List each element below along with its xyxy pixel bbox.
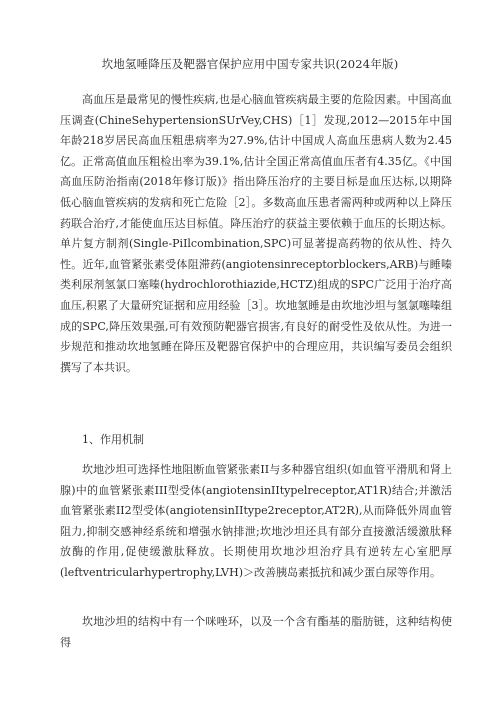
section-heading: 1、作用机制 (82, 433, 144, 446)
intro-paragraph: 高血压是最常见的慢性疾病,也是心脑血管疾病最主要的危险因素。中国高血压调查(ChineSehypertensionSUrVey,CHS)［1］发现,2012—2015年中国年龄218岁居民高血压粗患病率为27.9%,估计中国成人高血压患病人数为2.45亿。正常高值血压粗检出率为39.1%,估计全国正常高值血压者有4.35亿。《中国高血压防治指南(2018年修订版)》指出降压治疗的主要目标是血压达标,以期降低心脑血管疾病的发病和死亡危险［2］。多数高血压患者需两种或两种以上降压药联合治疗,才能使血压达目标值。降压治疗的获益主要依赖于血压的长期达标。单片复方制剂(Single-PiIlcombination,SPC)可显著提高药物的依从性、持久性。近年,血管紧张素受体阻滞药(angiotensinreceptorblockers,ARB)与睡嗪类利尿剂氢氯口塞嗪(hydrochlorothiazide,HCTZ)组成的SPC广泛用于治疗高血压,积累了大量研究证据和应用经验［3］。坎地氢睡是由坎地沙坦与氢氯噻嗪组成的SPC,降压效果强,可有效预防靶器官损害,有良好的耐受性及依从性。为进一步规范和推动坎地氢睡在降压及靶器官保护中的合理应用，共识编写委员会组织撰写了本共识。 (60, 93, 452, 374)
mechanism-paragraph: 坎地沙坦可选择性地阻断血管紧张素II与多种器官组织(如血管平滑肌和肾上腺)中的血管紧张素III型受体(angiotensinIItypelreceptor,AT1R)结合;并激活血管紧张素II2型受体(angiotensinIItype2receptor,AT2R),从而降低外周血管阻力,抑制交感神经系统和增强水钠排泄;坎地沙坦还具有部分直接激活缓激肽释放酶的作用,促使缓激肽释放。长期使用坎地沙坦治疗具有逆转左心室肥厚(leftventricularhypertrophy,LVH)＞改善胰岛素抵抗和减少蛋白尿等作用。 (60, 463, 452, 579)
structure-paragraph: 坎地沙坦的结构中有一个咪唑环，以及一个含有酯基的脂肪链，这种结构使得 (60, 615, 452, 649)
document-title: 坎地氢唾降压及靶器官保护应用中国专家共识(2024年版) (101, 57, 399, 71)
